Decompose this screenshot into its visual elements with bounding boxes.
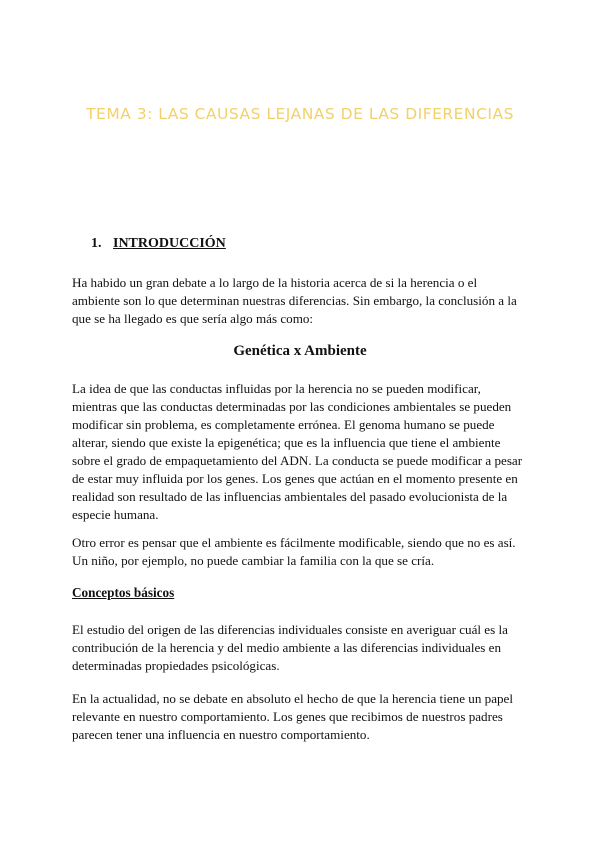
actualidad-paragraph: [72, 690, 532, 744]
text-line: mientras que las conductas determinadas por las condiciones ambientales se pueden: [72, 399, 512, 414]
text-line: Ha habido un gran debate a lo largo de la historia acerca de si la herencia o el: [72, 275, 478, 290]
text-line: alterar, siendo que existe la epigenética; que es la influencia que tiene el ambiente: [72, 435, 501, 450]
text-line: parecen tener una influencia en nuestro comportamiento.: [72, 727, 370, 742]
text-line: relevante en nuestro comportamiento. Los genes que recibimos de nuestros padres: [72, 709, 503, 724]
text-line: La idea de que las conductas influidas por la herencia no se pueden modificar,: [72, 381, 481, 396]
formula-heading: Genética x Ambiente: [233, 343, 367, 359]
text-line: que se ha llegado es que sería algo más como:: [72, 311, 314, 326]
text-line: contribución de la herencia y del medio ambiente a las diferencias individuales en: [72, 640, 502, 655]
document-title: TEMA 3: LAS CAUSAS LEJANAS DE LAS DIFERENCIAS: [86, 105, 514, 123]
text-line: Otro error es pensar que el ambiente es fácilmente modificable, siendo que no es así.: [72, 535, 516, 550]
text-line: Un niño, por ejemplo, no puede cambiar la familia con la que se cría.: [72, 553, 435, 568]
section-title: INTRODUCCIÓN: [113, 236, 226, 251]
text-line: de estar muy influida por los genes. Los genes que actúan en el momento presente en: [72, 471, 518, 486]
subheading-conceptos-basicos: Conceptos básicos: [72, 585, 175, 600]
text-line: ambiente son lo que determinan nuestras diferencias. Sin embargo, la conclusión a la: [72, 293, 517, 308]
text-line: determinadas propiedades psicológicas.: [72, 658, 280, 673]
intro-paragraph: [72, 274, 532, 328]
error-paragraph: [72, 534, 532, 570]
estudio-paragraph: [72, 621, 532, 675]
text-line: modificar sin problema, es completamente errónea. El genoma humano se puede: [72, 417, 495, 432]
epigenetics-paragraph: [72, 380, 532, 524]
text-line: sobre el grado de empaquetamiento del ADN. La conducta se puede modificar a pesar: [72, 453, 523, 468]
text-line: En la actualidad, no se debate en absoluto el hecho de que la herencia tiene un papel: [72, 691, 513, 706]
section-number: 1.: [91, 236, 102, 251]
section-heading-introduccion: [91, 236, 226, 252]
text-line: realidad son resultado de las influencias ambientales del pasado evolucionista de la: [72, 489, 508, 504]
text-line: El estudio del origen de las diferencias individuales consiste en averiguar cuál es la: [72, 622, 508, 637]
text-line: especie humana.: [72, 507, 159, 522]
